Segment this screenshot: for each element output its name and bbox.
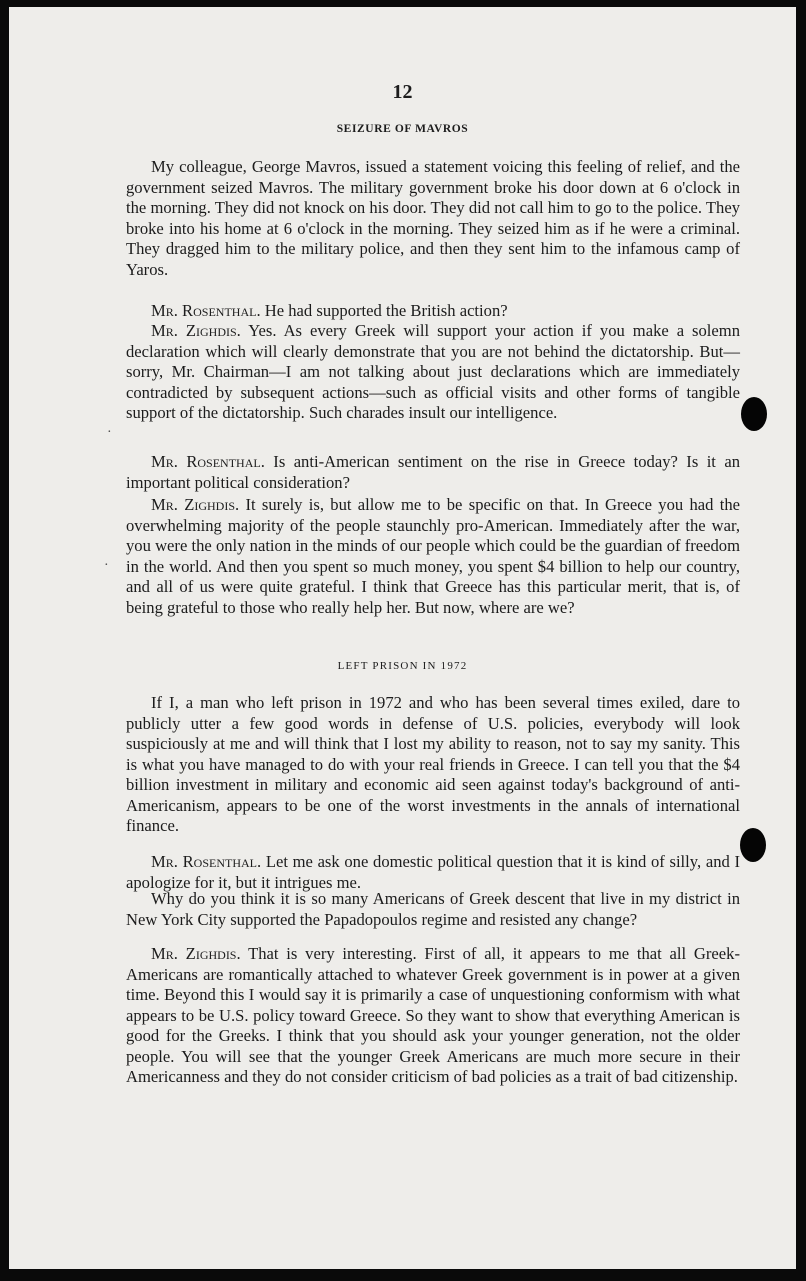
paragraph-5: [126, 495, 740, 618]
running-head: SEIZURE OF MAVROS: [336, 123, 469, 135]
speaker-name: Mr. Rosenthal.: [151, 301, 261, 320]
paragraph-8: [126, 889, 740, 930]
paragraph-text: He had supported the British action?: [260, 301, 508, 320]
paragraph-text: That is very interesting. First of all, it appears to me that all Greek-Americans are romantically attached to whatever Greek government is in power at a given time. Beyond this I would say it is primarily a case of unquestioning conformism with what appears to be U.S. policy toward Greece. So they want to show that everything American is good for the Greeks. I think that you should ask your younger generation, not the older people. You will see that the younger Greek Americans are much more secure in their Americanness and they do not consider criticism of bad policies as a trait of bad citizenship.: [126, 944, 740, 1086]
speaker-name: Mr. Rosenthal.: [151, 452, 265, 471]
paragraph-2: [126, 301, 740, 322]
document-page: [9, 7, 796, 1269]
paragraph-text: Let me ask one domestic political question that it is kind of silly, and I apologize for it, but it intrigues me.: [126, 852, 740, 892]
punch-hole-mark: [740, 828, 766, 862]
page-number: 12: [392, 81, 413, 103]
speaker-name: Mr. Zighdis.: [151, 321, 241, 340]
paragraph-text: If I, a man who left prison in 1972 and who has been several times exiled, dare to publicly utter a few good words in defense of U.S. policies, everybody will look suspiciously at me and will think that I lost my ability to reason, not to say my sanity. This is what you have managed to do with your real friends in Greece. I can tell you that the $4 billion investment in military and economic aid seen against today's background of anti-Americanism, appears to be one of the worst investments in the annals of international finance.: [126, 693, 740, 835]
section-subheading: LEFT PRISON IN 1972: [337, 660, 468, 672]
punch-hole-mark: [741, 397, 767, 431]
paragraph-9: [126, 944, 740, 1088]
paragraph-text: My colleague, George Mavros, issued a statement voicing this feeling of relief, and the government seized Mavros. The military government broke his door down at 6 o'clock in the morning. They did not knock on his door. They did not call him to go to the police. They broke into his home at 6 o'clock in the morning. They seized him as if he were a criminal. They dragged him to the military police, and then they sent him to the infamous camp of Yaros.: [126, 157, 740, 279]
paragraph-text: It surely is, but allow me to be specific on that. In Greece you had the overwhelming majority of the people staunchly pro-American. Immediately after the war, you were the only nation in the minds of our people which could be the guardian of freedom in the world. And then you spent so much money, you spent $4 billion to help our country, and all of us were quite grateful. I think that Greece has this particular merit, that is, of being grateful to those who really help her. But now, where are we?: [126, 495, 740, 617]
speaker-name: Mr. Rosenthal.: [151, 852, 262, 871]
paragraph-6: [126, 693, 740, 837]
speaker-name: Mr. Zighdis.: [151, 944, 241, 963]
paragraph-text: Why do you think it is so many Americans of Greek descent that live in my district in New York City supported the Papadopoulos regime and resisted any change?: [126, 889, 740, 929]
paragraph-4: [126, 452, 740, 493]
paragraph-7: [126, 852, 740, 893]
margin-dot: ·: [107, 425, 112, 440]
paragraph-text: Is anti-American sentiment on the rise in Greece today? Is it an important political consideration?: [126, 452, 740, 492]
speaker-name: Mr. Zighdis.: [151, 495, 240, 514]
margin-dot: ·: [104, 558, 109, 573]
paragraph-3: [126, 321, 740, 424]
paragraph-1: [126, 157, 740, 280]
paragraph-text: Yes. As every Greek will support your action if you make a solemn declaration which will clearly demonstrate that you are not behind the dictatorship. But—sorry, Mr. Chairman—I am not talking about just declarations which are immediately contradicted by subsequent actions—such as official visits and other forms of tangible support of the dictatorship. Such charades insult our intelligence.: [126, 321, 740, 422]
